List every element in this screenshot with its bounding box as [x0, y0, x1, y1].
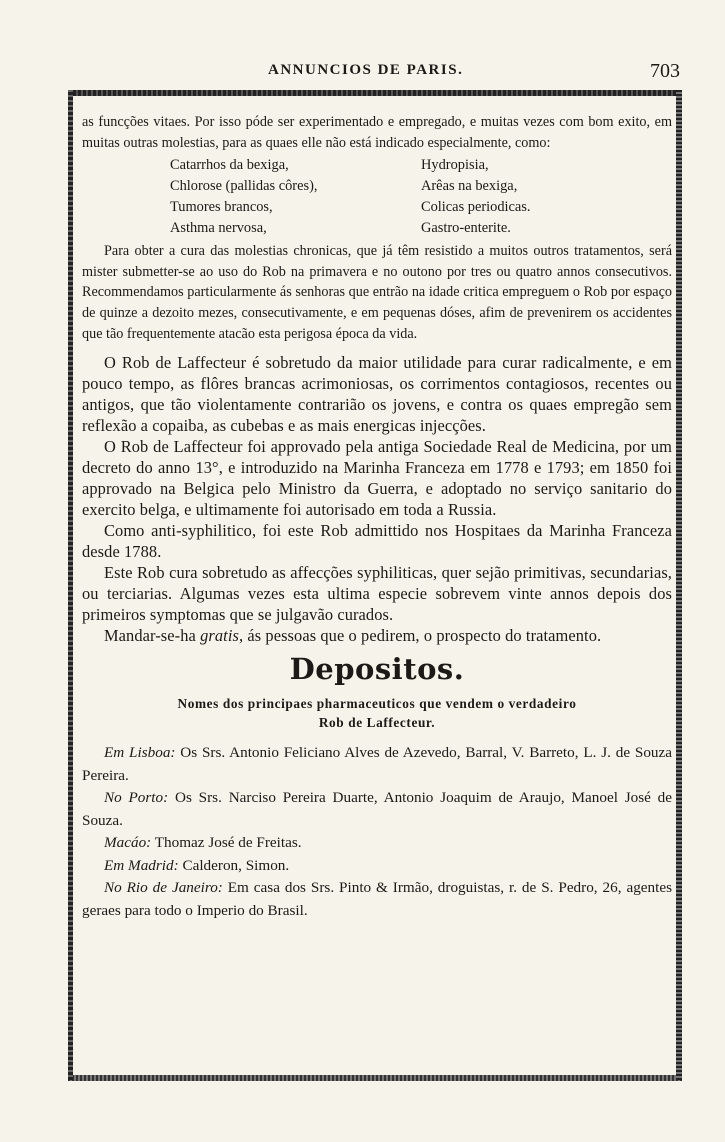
utility-paragraph: O Rob de Laffecteur é sobretudo da maior utilidade para curar radicalmente, e em pouco tempo, as flôres brancas acrimoniosas, os corrimentos contagiosos, recentes ou antigos, que tão violentamente contrarião os jovens, e contra os quaes empregão sem reflexão a copaiba, as cubebas e as mais energicas injecções. — [82, 353, 672, 436]
chronic-paragraph: Para obter a cura das molestias chronicas, que já têm resistido a muitos outros tratamentos, será mister submetter-se ao uso do Rob na primavera e no outono por tres ou quatro annos consecutivos. Recommendamos particularmente ás senhoras que entrão na idade critica empreguem o Rob por espaço de quinze a dezoito mezes, consecutivamente, e em pequenas dóses, afim de prevenirem os accidentes que tão frequentemente atacão esta perigosa época da vida. — [82, 243, 672, 342]
condition-item: Catarrhos da bexiga, — [170, 157, 289, 174]
deposit-entry-porto — [82, 787, 672, 832]
frame-left-rule — [68, 90, 73, 1080]
deposits-subtitle-line2: Rob de Laffecteur. — [318, 715, 436, 731]
condition-item: Gastro-enterite. — [421, 220, 511, 237]
condition-item: Colicas periodicas. — [421, 199, 531, 216]
conditions-column-left — [170, 155, 317, 239]
condition-item: Chlorose (pallidas côres), — [170, 178, 318, 195]
deposit-names: Os Srs. Antonio Feliciano Alves de Azevedo, Barral, V. Barreto, L. J. de Souza Pereira. — [82, 744, 672, 784]
deposit-place: Em Lisboa: — [104, 744, 176, 762]
frame-bottom-rule — [68, 1075, 682, 1081]
gratis-text-start: Mandar-se-ha — [104, 626, 201, 646]
advert-body — [82, 112, 672, 922]
deposit-place: Macáo: — [104, 834, 152, 852]
antisyphilitic-paragraph: Como anti-syphilitico, foi este Rob admittido nos Hospitaes da Marinha Franceza desde 1788. — [82, 521, 672, 562]
deposit-entry-rio — [82, 877, 672, 922]
running-title: ANNUNCIOS DE PARIS. — [268, 62, 464, 78]
deposit-place: No Porto: — [104, 789, 169, 807]
frame-right-rule — [676, 90, 682, 1080]
deposits-subtitle-line1: Nomes dos principaes pharmaceuticos que vendem o verdadeiro — [177, 696, 577, 712]
condition-item: Asthma nervosa, — [170, 220, 267, 237]
deposit-place: Em Madrid: — [104, 856, 179, 874]
deposit-entry-macao — [82, 832, 672, 855]
deposits-title: Depositos. — [289, 652, 465, 687]
deposit-names: Calderon, Simon. — [182, 856, 290, 874]
approval-paragraph: O Rob de Laffecteur foi approvado pela antiga Sociedade Real de Medicina, por um decreto do anno 13°, e introduzido na Marinha Franceza em 1778 e 1793; em 1850 foi approvado na Belgica pelo Ministro da Guerra, e adoptado no serviço sanitario do exercito belga, e ultimamente foi autorisado em toda a Russia. — [82, 437, 672, 520]
deposit-names: Em casa dos Srs. Pinto & Irmão, droguistas, r. de S. Pedro, 26, agentes geraes para todo o Imperio do Brasil. — [82, 879, 672, 919]
gratis-text-end: , ás pessoas que o pedirem, o prospecto do tratamento. — [238, 626, 602, 646]
deposit-place: No Rio de Janeiro: — [104, 879, 223, 897]
deposits-subtitle — [82, 694, 672, 732]
conditions-column-right — [421, 155, 531, 239]
frame-top-rule — [68, 90, 682, 96]
gratis-paragraph — [82, 625, 672, 646]
condition-item: Hydropisia, — [421, 157, 489, 174]
cures-paragraph: Este Rob cura sobretudo as affecções syphiliticas, quer sejão primitivas, secundarias, ou terciarias. Algumas vezes esta ultima especie sobrevem vinte annos depois dos primeiros symptomas que se julgavão curados. — [82, 563, 672, 625]
page-number: 703 — [650, 60, 680, 82]
deposit-entry-madrid — [82, 855, 672, 878]
deposit-entry-lisboa — [82, 742, 672, 787]
running-head — [70, 60, 680, 86]
deposit-names: Thomaz José de Freitas. — [154, 834, 302, 852]
condition-item: Arêas na bexiga, — [421, 178, 518, 195]
intro-paragraph: as funcções vitaes. Por isso póde ser experimentado e empregado, e muitas vezes com bom exito, em muitas outras molestias, para as quaes elle não está indicado especialmente, como: — [82, 114, 672, 151]
conditions-list — [82, 155, 672, 239]
gratis-word: gratis — [200, 626, 239, 646]
deposit-names: Os Srs. Narciso Pereira Duarte, Antonio Joaquim de Araujo, Manoel José de Souza. — [82, 789, 673, 829]
condition-item: Tumores brancos, — [170, 199, 273, 216]
